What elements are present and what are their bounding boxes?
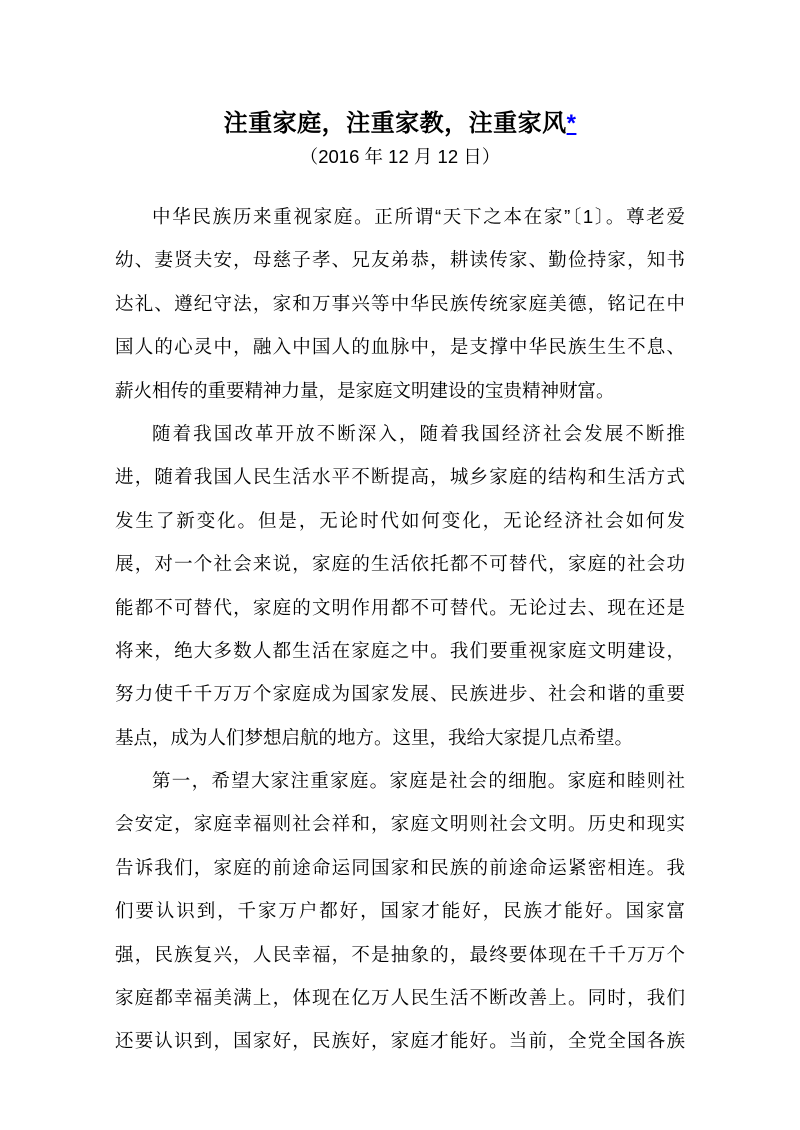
body-text-line: 发生了新变化。但是，无论时代如何变化，无论经济社会如何发 xyxy=(115,509,685,531)
document-body xyxy=(115,195,685,1063)
body-text-line: 进，随着我国人民生活水平不断提高，城乡家庭的结构和生活方式 xyxy=(115,466,685,488)
document-date-line: （2016 年 12 月 12 日） xyxy=(299,146,501,167)
body-text-line: 家庭都幸福美满上，体现在亿万人民生活不断改善上。同时，我们 xyxy=(115,987,685,1009)
body-text-line: 能都不可替代，家庭的文明作用都不可替代。无论过去、现在还是 xyxy=(115,596,685,618)
body-text-line: 随着我国改革开放不断深入，随着我国经济社会发展不断推 xyxy=(152,422,685,444)
document-title xyxy=(0,106,800,142)
body-text-line: 达礼、遵纪守法，家和万事兴等中华民族传统家庭美德，铭记在中 xyxy=(115,292,685,314)
body-text-line: 第一，希望大家注重家庭。家庭是社会的细胞。家庭和睦则社 xyxy=(152,770,685,792)
body-text-line: 薪火相传的重要精神力量，是家庭文明建设的宝贵精神财富。 xyxy=(115,379,615,401)
document-title-text: 注重家庭，注重家教，注重家风 xyxy=(223,110,567,138)
body-text-line: 会安定，家庭幸福则社会祥和，家庭文明则社会文明。历史和现实 xyxy=(115,813,685,835)
body-text-line: 告诉我们，家庭的前途命运同国家和民族的前途命运紧密相连。我 xyxy=(115,856,685,878)
body-text-line: 们要认识到，千家万户都好，国家才能好，民族才能好。国家富 xyxy=(115,900,685,922)
body-text-line: 强，民族复兴，人民幸福，不是抽象的，最终要体现在千千万万个 xyxy=(115,943,685,965)
body-text-line: 幼、妻贤夫安，母慈子孝、兄友弟恭，耕读传家、勤俭持家，知书 xyxy=(115,249,685,271)
body-text-line: 中华民族历来重视家庭。正所谓“天下之本在家”〔1〕。尊老爱 xyxy=(152,206,685,227)
body-text-line: 展，对一个社会来说，家庭的生活依托都不可替代，家庭的社会功 xyxy=(115,553,685,575)
body-text-line: 将来，绝大多数人都生活在家庭之中。我们要重视家庭文明建设， xyxy=(115,639,685,661)
body-text-line: 基点，成为人们梦想启航的地方。这里，我给大家提几点希望。 xyxy=(115,726,634,748)
body-text-line: 国人的心灵中，融入中国人的血脉中，是支撑中华民族生生不息、 xyxy=(115,336,685,358)
footnote-asterisk-link[interactable]: * xyxy=(566,110,577,138)
body-text-line: 还要认识到，国家好，民族好，家庭才能好。当前，全党全国各族 xyxy=(115,1030,685,1052)
body-text-line: 努力使千千万万个家庭成为国家发展、民族进步、社会和谐的重要 xyxy=(115,683,685,705)
